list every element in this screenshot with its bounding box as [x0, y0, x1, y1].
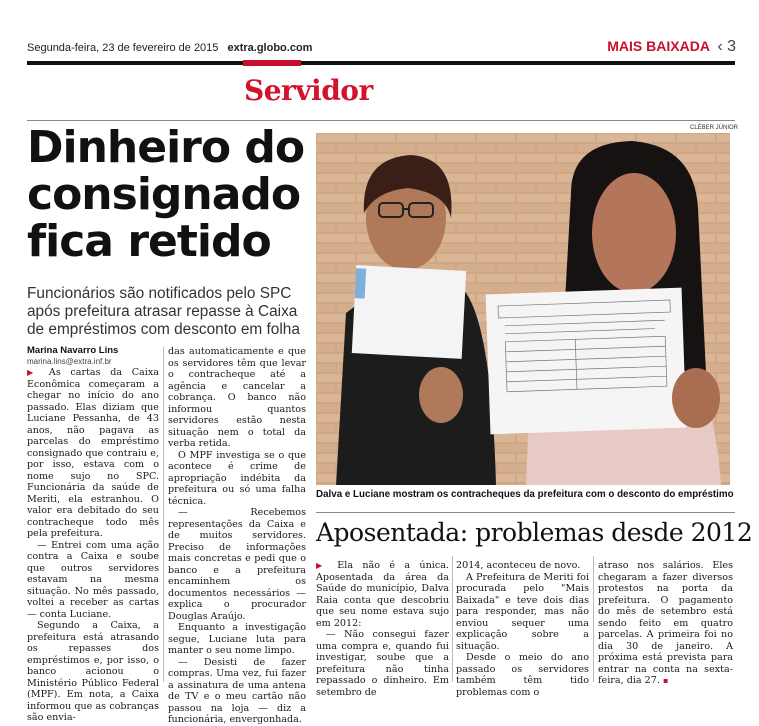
byline-email: marina.lins@extra.inf.br — [27, 357, 112, 366]
article-paragraph: Segundo a Caixa, a prefeitura está atrasando os repasses dos empréstimos e, por isso, o banco acionou o Ministério Público Federal (MPF). Em nota, a Caixa informou que as cobranças são envia- — [27, 620, 159, 723]
sidebar-paragraph: atraso nos salários. Eles chegaram a fazer diversos protestos na porta da prefeitura. O pagamento do mês de setembro está sendo feito em quatro parcelas. A primeira foi no dia 30 de janeiro. A próxima está prevista para entrar na conta na sexta-feira, dia 27. ▪ — [598, 560, 733, 686]
sidebar-rule — [316, 512, 735, 513]
sidebar-column-3 — [598, 560, 733, 687]
sidebar-column-2 — [456, 560, 589, 698]
end-mark-icon: ▪ — [663, 676, 669, 685]
photo-caption: Dalva e Luciane mostram os contracheques da prefeitura com o desconto do empréstimo — [316, 489, 734, 500]
news-photo — [316, 133, 730, 485]
paragraph-marker-icon: ▶ — [27, 368, 49, 377]
byline-author: Marina Navarro Lins — [27, 345, 119, 356]
sidebar-paragraph: A Prefeitura de Meriti foi procurada pelo "Mais Baixada" e teve dois dias para responder, mas não enviou sequer uma explicação sobre a situação. — [456, 571, 589, 652]
section-accent-bar — [243, 60, 301, 66]
sidebar-paragraph: — Não consegui fazer uma compra e, quando fui investigar, soube que a prefeitura não tinha repassado o dinheiro. Em setembro de — [316, 629, 449, 698]
article-paragraph: ▶ As cartas da Caixa Econômica começaram a chegar no início do ano passado. Elas diziam que Luciane Pessanha, de 43 anos, não pagava as parcelas do empréstimo consignado que contraiu e, por isso, estava com o nome sujo no SPC. Funcionária da saúde de Meriti, ela estranhou. O valor era debitado do seu contracheque todo mês pela prefeitura. — [27, 367, 159, 539]
site-url: extra.globo.com — [227, 42, 313, 54]
article-paragraph: das automaticamente e que os servidores têm que levar o contracheque até a agência e cancelar a cobrança. O banco não informou quantos servidores estão nesta situação nem o total da verba retida. — [168, 346, 306, 449]
sidebar-paragraph: 2014, aconteceu de novo. — [456, 560, 581, 571]
page-header-brand — [607, 38, 736, 56]
article-paragraph: — Entrei com uma ação contra a Caixa e soube que outros servidores estavam na mesma situação. No mês passado, voltei a receber as cartas — conta Luciane. — [27, 539, 159, 620]
sidebar-paragraph: Desde o meio do ano passado os servidores também têm tido problemas com o — [456, 652, 589, 698]
photo-credit: CLÉBER JÚNIOR — [690, 125, 739, 131]
headline: Dinheiro do consignado fica retido — [27, 122, 305, 267]
top-rule — [27, 61, 735, 65]
column-divider — [452, 556, 453, 682]
date-text: Segunda-feira, 23 de fevereiro de 2015 — [27, 42, 219, 54]
page-number-value: 3 — [727, 38, 736, 55]
photo-illustration — [316, 133, 730, 485]
article-paragraph: Enquanto a investigação segue, Luciane luta para manter o seu nome limpo. — [168, 622, 306, 656]
page-number: ‹ 3 — [717, 38, 736, 55]
article-column-1 — [27, 367, 159, 724]
section-title: Servidor — [244, 74, 373, 107]
column-divider — [163, 347, 164, 682]
section-rule — [27, 120, 735, 121]
subheadline: Funcionários são notificados pelo SPC após prefeitura atrasar repasse à Caixa de empréstimos com desconto em folha — [27, 285, 300, 338]
column-divider — [593, 556, 594, 682]
article-paragraph: — Recebemos representações da Caixa e de muitos servidores. Preciso de informações mais concretas e pedi que o banco e a prefeitura encaminhem os documentos necessários — explica o procurador Douglas Araújo. — [168, 507, 306, 622]
page-date — [27, 42, 312, 54]
paragraph-marker-icon: ▶ — [316, 561, 338, 570]
sidebar-title: Aposentada: problemas desde 2012 — [316, 518, 753, 547]
sidebar-paragraph: ▶ Ela não é a única. Aposentada da área da Saúde do município, Dalva Raia conta que descobriu que seu nome estava sujo em 2012: — [316, 560, 449, 629]
article-column-2 — [168, 346, 306, 726]
article-paragraph: — Desisti de fazer compras. Uma vez, fui fazer a assinatura de uma antena de TV e o meu cartão não passou na loja — diz a funcionária, envergonhada. — [168, 656, 306, 725]
article-paragraph: O MPF investiga se o que acontece é crime de apropriação indébita da prefeitura ou só uma falha técnica. — [168, 449, 306, 507]
brand-mais: MAIS — [607, 38, 643, 54]
brand-baixada: BAIXADA — [646, 38, 710, 54]
sidebar-column-1 — [316, 560, 449, 698]
